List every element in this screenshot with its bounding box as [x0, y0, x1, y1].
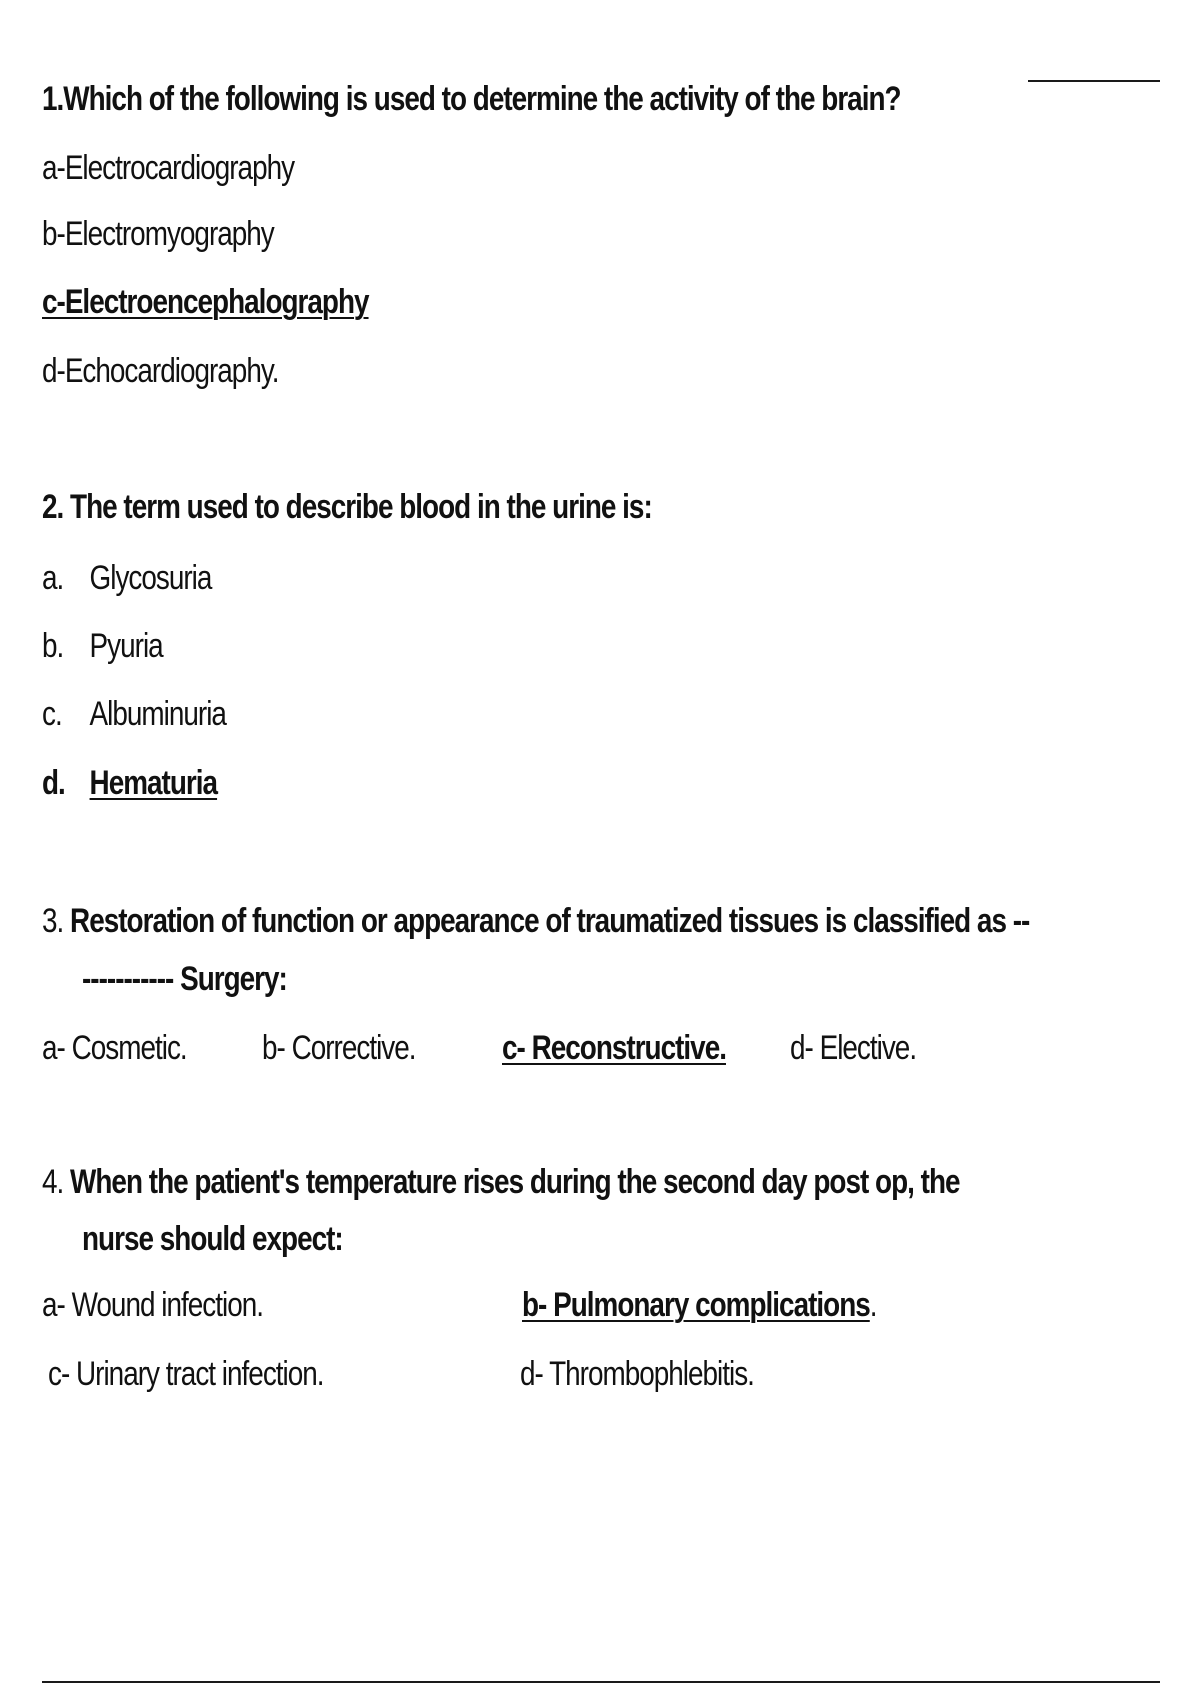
bottom-rule [42, 1681, 1160, 1683]
q4-question-line1 [42, 1161, 960, 1203]
q2-option-a-text: Glycosuria [89, 559, 212, 597]
q1-option-b: b-Electromyography [42, 215, 274, 253]
q3-question-line1 [42, 900, 1029, 942]
q2-option-d-marker: d. [42, 764, 65, 802]
q2-option-b-text: Pyuria [89, 627, 163, 665]
top-right-rule [1028, 80, 1160, 82]
q4-question-line2: nurse should expect: [82, 1220, 343, 1258]
q3-question-line2 [82, 958, 287, 1000]
q3-option-b: b- Corrective. [262, 1029, 416, 1067]
q2-option-c [42, 693, 226, 735]
q3-blank-dashes: ----------- [82, 960, 174, 998]
q4-question-text: When the patient's temperature rises during the second day post op, the [70, 1163, 960, 1201]
q3-surgery-label: Surgery: [180, 960, 287, 998]
q4-number: 4. [42, 1163, 64, 1201]
q2-option-b [42, 625, 163, 667]
q3-question-text: Restoration of function or appearance of traumatized tissues is classified as -- [70, 902, 1030, 940]
q2-option-a [42, 557, 211, 599]
q4-option-b-answer [522, 1284, 877, 1326]
q1-question: 1.Which of the following is used to determine the activity of the brain? [42, 80, 901, 118]
q4-option-d: d- Thrombophlebitis. [520, 1355, 754, 1393]
q2-option-a-marker: a. [42, 559, 64, 597]
q4-option-b-text: b- Pulmonary complications [522, 1286, 870, 1324]
q2-option-d-text: Hematuria [89, 764, 218, 802]
q4-option-b-suffix: . [869, 1286, 877, 1324]
q1-option-d: d-Echocardiography. [42, 352, 279, 390]
q3-option-d: d- Elective. [790, 1029, 917, 1067]
q4-option-a: a- Wound infection. [42, 1286, 264, 1324]
q2-option-c-marker: c. [42, 695, 62, 733]
q1-option-a: a-Electrocardiography [42, 149, 295, 187]
q2-option-c-text: Albuminuria [89, 695, 226, 733]
q3-option-a: a- Cosmetic. [42, 1029, 187, 1067]
q3-option-c-answer: c- Reconstructive. [502, 1029, 727, 1067]
q2-option-d-answer [42, 762, 217, 804]
q3-number: 3. [42, 902, 64, 940]
q2-option-b-marker: b. [42, 627, 64, 665]
q2-question: 2. The term used to describe blood in the urine is: [42, 488, 652, 526]
q1-option-c-answer: c-Electroencephalography [42, 283, 369, 321]
q4-option-c: c- Urinary tract infection. [48, 1355, 324, 1393]
